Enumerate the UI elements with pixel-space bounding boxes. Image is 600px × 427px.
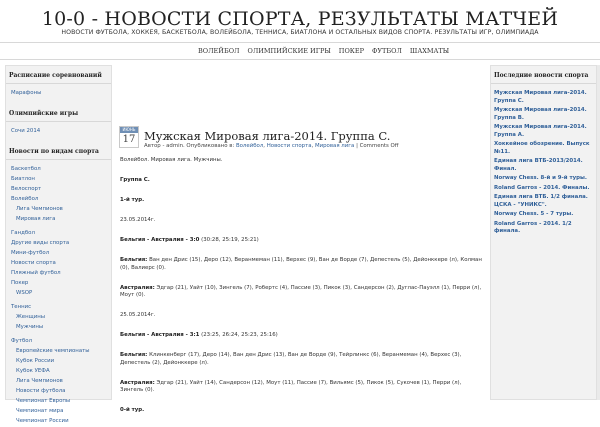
sidebar-link[interactable]: Пляжный футбол [11, 270, 61, 276]
nav-item-chess[interactable]: ШАХМАТЫ [409, 47, 450, 55]
post-date-day: 17 [122, 134, 136, 145]
nav-item-football[interactable]: ФУТБОЛ [371, 47, 402, 55]
sidebar-sublink[interactable]: Женщины [16, 314, 46, 320]
latest-news-link[interactable]: Roland Garros - 2014. Финалы. [494, 184, 590, 191]
left-sidebar [5, 65, 112, 424]
sidebar-link[interactable]: Марафоны [11, 90, 42, 96]
sidebar-sublink[interactable]: Лига Чемпионов [16, 378, 63, 384]
latest-news-link[interactable]: Мужская Мировая лига-2014. Группа B. [494, 107, 587, 121]
nav-item-olympics[interactable]: ОЛИМПИЙСКИЕ ИГРЫ [247, 47, 331, 55]
latest-news-link[interactable]: Roland Garros - 2014. 1/2 финала. [494, 220, 572, 234]
sidebar-sublink[interactable]: Чемпионат Европы [16, 398, 71, 404]
post-date-2: 25.05.2014г. [120, 312, 156, 318]
sidebar-link[interactable]: Новости спорта [11, 260, 56, 266]
sidebar-link[interactable]: Футбол [11, 338, 33, 344]
match-1-belgium-lineup: Ван ден Дрис (15), Деро (12), Веранмеман (11), Верхес (9), Ван де Ворде (7), Депестель (5), Дейонккере (л), Колман (0), Валиерс (0). [120, 257, 482, 271]
sidebar-link[interactable]: Велоспорт [11, 186, 42, 192]
widget-title-olympics: Олимпийские игры [6, 104, 111, 122]
match-2-score: (23:25, 26:24, 25:23, 25:16) [201, 332, 278, 338]
latest-news-link[interactable]: Мужская Мировая лига-2014. Группа C. [494, 90, 587, 104]
match-2-australia-lineup: Эдгар (21), Уайт (14), Сандерсон (12), Моут (11), Пассие (7), Вильямс (5), Пикок (5), Сукочев (1), Перри (л), Зингель (0). [120, 379, 462, 393]
latest-news-link[interactable]: Norway Chess. 5 - 7 туры. [494, 211, 574, 217]
sidebar-sublink[interactable]: Кубок России [16, 358, 55, 364]
sidebar-sublink[interactable]: Мужчины [16, 324, 44, 330]
comments-status: Comments Off [359, 143, 399, 149]
match-1-score: (30:28, 25:19, 25:21) [201, 237, 259, 243]
category-link-world-league[interactable]: Мировая лига [314, 143, 355, 149]
latest-news-link[interactable]: Norway Chess. 8-й и 9-й туры. [494, 175, 587, 181]
match-2-belgium-lineup: Клинкенберг (17), Деро (14), Ван ден Дрис (13), Ван де Ворде (9), Тейрлинкс (6), Веранмеман (4), Верхес (3), Депестель (2), Дейонккере (л). [120, 352, 462, 366]
post-title[interactable]: Мужская Мировая лига-2014. Группа C. [144, 129, 391, 143]
post-tour-1: 1-й тур. [120, 197, 145, 203]
match-2-title: Бельгия - Австралия - 3:1 [120, 332, 200, 338]
sidebar-sublink[interactable]: Чемпионат мира [16, 408, 64, 414]
sidebar-link[interactable]: Баскетбол [11, 166, 41, 172]
match-1-australia-label: Австралия: [120, 284, 155, 291]
latest-news-link[interactable]: Хоккейное обозрение. Выпуск №11. [494, 141, 590, 155]
sidebar-link[interactable]: Сочи 2014 [11, 128, 41, 134]
sidebar-link[interactable]: Покер [11, 280, 29, 286]
sidebar-link[interactable]: Волейбол [11, 196, 39, 202]
sidebar-sublink[interactable]: Мировая лига [16, 216, 56, 222]
latest-news-link[interactable]: Единая лига ВТБ-2013/2014. Финал. [494, 158, 583, 172]
post-group: Группа C. [120, 177, 150, 183]
latest-news-link[interactable]: Единая лига ВТБ. 1/2 финала. ЦСКА - "УНИКС". [494, 194, 588, 208]
sidebar-link[interactable]: Биатлон [11, 176, 35, 182]
post-date-badge [119, 126, 139, 148]
post-meta: Автор - admin. Опубликовано в: Волейбол, Новости спорта, Мировая лига | Comments Off [144, 143, 399, 149]
nav-item-poker[interactable]: ПОКЕР [338, 47, 364, 55]
post-body [120, 157, 482, 427]
sidebar-link[interactable]: Теннис [11, 304, 32, 310]
category-link-volleyball[interactable]: Волейбол [235, 143, 264, 149]
category-link-news[interactable]: Новости спорта [266, 143, 312, 149]
sidebar-sublink[interactable]: Новости футбола [16, 388, 66, 394]
main-content [115, 65, 487, 413]
match-2-australia-label: Австралия: [120, 379, 155, 386]
right-sidebar [490, 65, 597, 400]
match-1-australia-lineup: Эдгар (21), Уайт (10), Зингель (7), Робертс (4), Пассие (3), Пикок (3), Сандерсон (2), Дуглас-Пауэлл (1), Перри (л), Моут (0). [120, 284, 482, 298]
sidebar-sublink[interactable]: Лига Чемпионов [16, 206, 63, 212]
site-description: НОВОСТИ ФУТБОЛА, ХОККЕЯ, БАСКЕТБОЛА, ВОЛЕЙБОЛА, ТЕННИСА, БИАТЛОНА И ОСТАЛЬНЫХ ВИДОВ СПОРТА. РЕЗУЛЬТАТЫ ИГР, ОЛИМПИАДА [61, 29, 539, 36]
latest-news-link[interactable]: Мужская Мировая лига-2014. Группа A. [494, 124, 587, 138]
widget-title-schedule: Расписание соревнований [6, 66, 111, 84]
sidebar-link[interactable]: Другие виды спорта [11, 240, 70, 246]
match-1-belgium-label: Бельгия: [120, 257, 148, 263]
post-tour-2: 0-й тур. [120, 407, 145, 413]
site-title[interactable]: 10-0 - НОВОСТИ СПОРТА, РЕЗУЛЬТАТЫ МАТЧЕЙ [41, 8, 559, 30]
post-date-1: 23.05.2014г. [120, 217, 156, 223]
post-meta-prefix: Автор - admin. Опубликовано в: [144, 143, 235, 149]
top-nav [0, 42, 600, 60]
sidebar-sublink[interactable]: Чемпионат России [16, 418, 69, 424]
post-date-month: ИЮНЬ [120, 127, 138, 133]
match-1-title: Бельгия - Австралия - 3:0 [120, 237, 200, 243]
sidebar-link[interactable]: Мини-футбол [11, 250, 50, 256]
post-intro: Волейбол. Мировая лига. Мужчины. [120, 157, 223, 163]
widget-title-sports: Новости по видам спорта [6, 142, 111, 160]
sidebar-sublink[interactable]: WSOP [16, 290, 33, 296]
widget-title-latest-news: Последние новости спорта [491, 66, 596, 84]
sidebar-sublink[interactable]: Европейские чемпионаты [16, 348, 90, 354]
sidebar-link[interactable]: Гандбол [11, 230, 35, 236]
sidebar-sublink[interactable]: Кубок УЕФА [16, 368, 50, 374]
match-2-belgium-label: Бельгия: [120, 352, 148, 358]
nav-item-volleyball[interactable]: ВОЛЕЙБОЛ [198, 47, 240, 55]
